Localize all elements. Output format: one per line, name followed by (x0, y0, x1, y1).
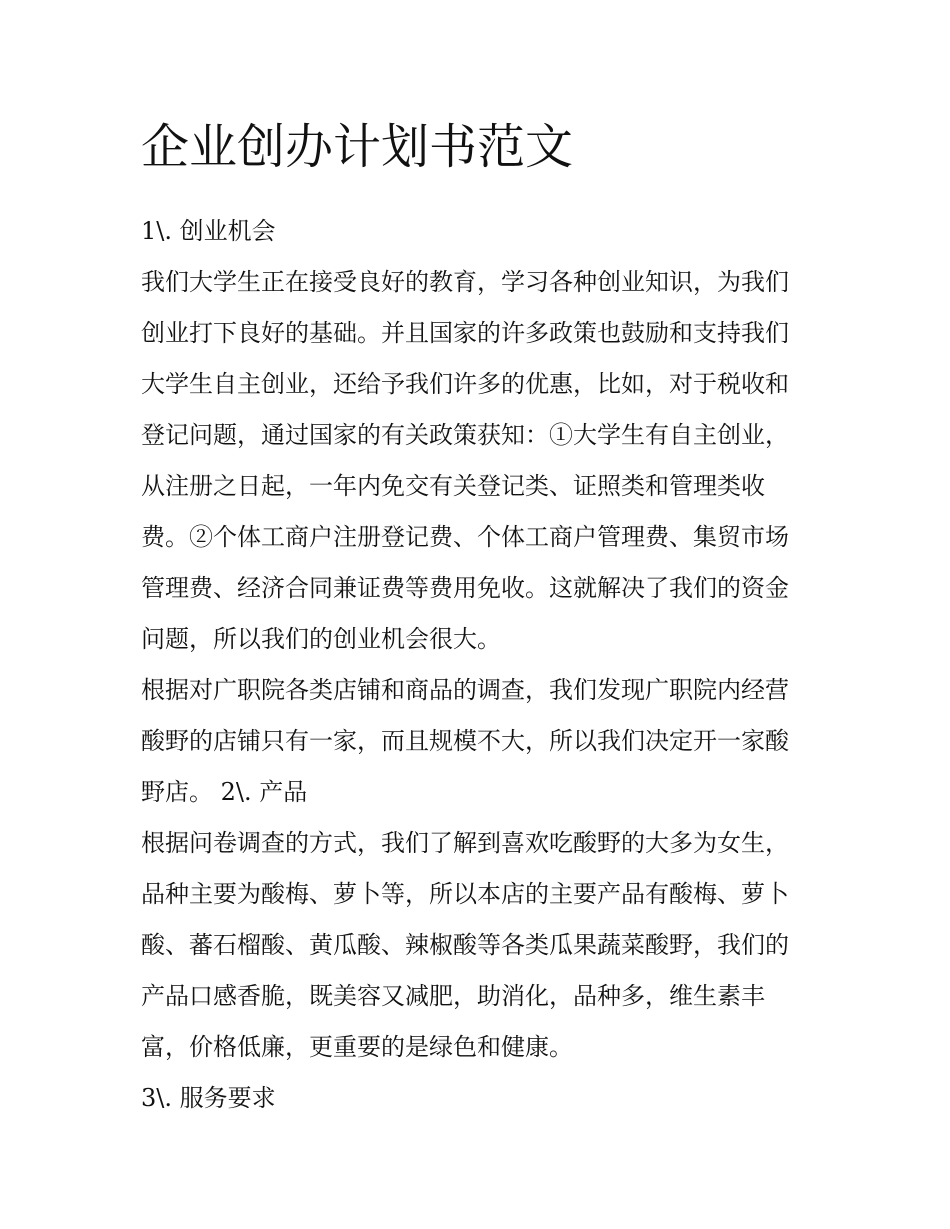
paragraph-line: 酸、蕃石榴酸、黄瓜酸、辣椒酸等各类瓜果蔬菜酸野，我们的 (141, 931, 789, 959)
paragraph-line: 从注册之日起，一年内免交有关登记类、证照类和管理类收 (141, 472, 765, 500)
document-title: 企业创办计划书范文 (141, 119, 574, 175)
paragraph-line: 根据问卷调查的方式，我们了解到喜欢吃酸野的大多为女生， (141, 829, 789, 857)
document-body (141, 112, 821, 1124)
paragraph-line: 管理费、经济合同兼证费等费用免收。这就解决了我们的资金 (141, 574, 789, 602)
paragraph-line: 创业打下良好的基础。并且国家的许多政策也鼓励和支持我们 (141, 319, 789, 347)
paragraph-line: 问题，所以我们的创业机会很大。 (141, 625, 501, 653)
section-heading-service: 3\. 服务要求 (141, 1084, 276, 1112)
paragraph-line: 根据对广职院各类店铺和商品的调查，我们发现广职院内经营 (141, 676, 789, 704)
paragraph-line: 大学生自主创业，还给予我们许多的优惠，比如，对于税收和 (141, 370, 789, 398)
paragraph-line: 登记问题，通过国家的有关政策获知：①大学生有自主创业， (141, 421, 789, 449)
paragraph-line: 富，价格低廉，更重要的是绿色和健康。 (141, 1033, 573, 1061)
section-heading-opportunity: 1\. 创业机会 (141, 217, 276, 245)
paragraph-line: 产品口感香脆，既美容又减肥，助消化，品种多，维生素丰 (141, 982, 765, 1010)
paragraph-line: 我们大学生正在接受良好的教育，学习各种创业知识，为我们 (141, 268, 789, 296)
paragraph-line: 费。②个体工商户注册登记费、个体工商户管理费、集贸市场 (141, 523, 789, 551)
paragraph-line-with-product-heading: 野店。 2\. 产品 (141, 778, 308, 806)
paragraph-line: 酸野的店铺只有一家，而且规模不大，所以我们决定开一家酸 (141, 727, 789, 755)
paragraph-line: 品种主要为酸梅、萝卜等，所以本店的主要产品有酸梅、萝卜 (141, 880, 789, 908)
